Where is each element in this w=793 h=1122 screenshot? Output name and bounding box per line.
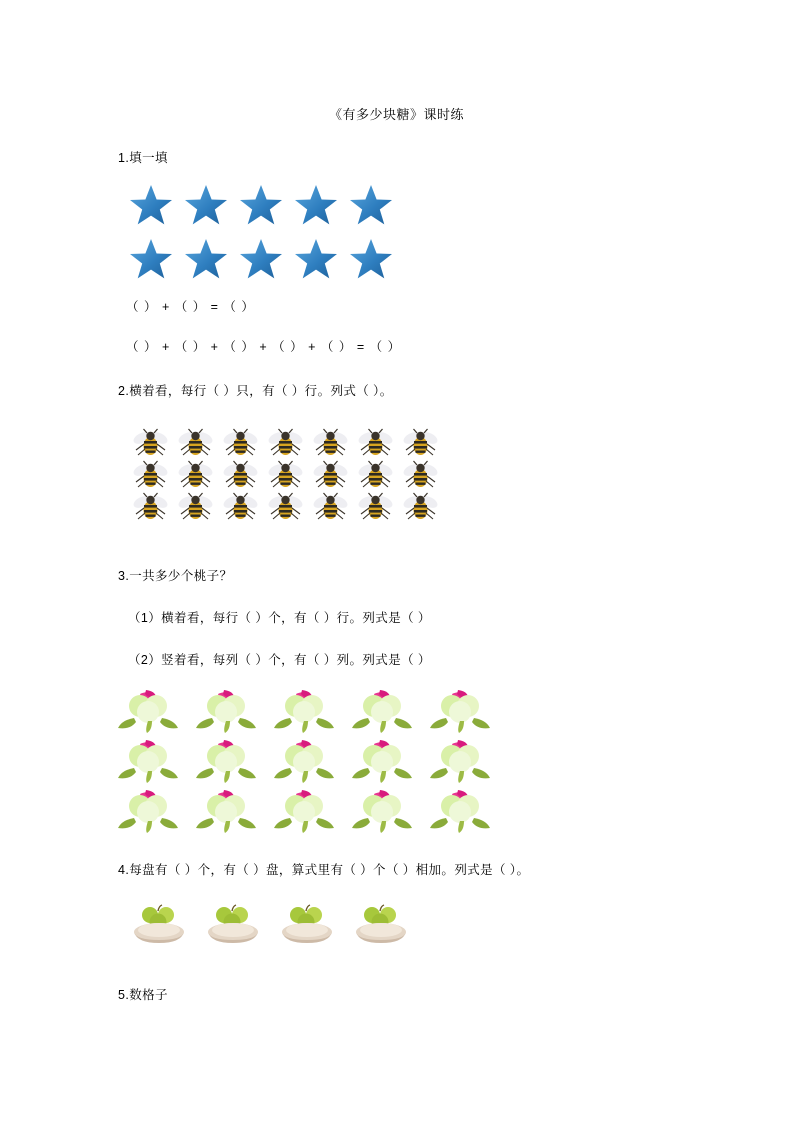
plate-row-inner bbox=[128, 898, 412, 946]
page-title: 《有多少块糖》课时练 bbox=[328, 107, 464, 122]
bee-icon bbox=[128, 428, 173, 459]
peach-grid bbox=[116, 688, 499, 838]
peach-icon bbox=[194, 738, 265, 786]
star-icon bbox=[183, 182, 229, 228]
peach-row bbox=[116, 688, 499, 736]
peach-icon bbox=[428, 738, 499, 786]
plate-of-apples-icon bbox=[350, 898, 412, 946]
bee-icon bbox=[398, 460, 443, 491]
peach-icon bbox=[350, 788, 421, 836]
peach-icon bbox=[194, 688, 265, 736]
bee-icon bbox=[128, 492, 173, 523]
question-1-blank-line-2: （ ） + （ ） + （ ） + （ ） + （ ） = （ ） bbox=[126, 340, 402, 354]
bee-icon bbox=[128, 460, 173, 491]
plate-of-apples-icon bbox=[276, 898, 338, 946]
star-row bbox=[128, 182, 408, 228]
bee-icon bbox=[308, 428, 353, 459]
bee-row bbox=[128, 492, 443, 523]
peach-icon bbox=[350, 688, 421, 736]
star-icon bbox=[238, 182, 284, 228]
bee-icon bbox=[353, 492, 398, 523]
peach-icon bbox=[428, 788, 499, 836]
question-3-text: 3.一共多少个桃子？ bbox=[118, 569, 233, 583]
star-grid bbox=[128, 182, 408, 290]
question-3-part-a-text: （1）横着看，每行（ ）个，有（ ）行。列式是（ ） bbox=[128, 611, 431, 625]
bee-icon bbox=[398, 428, 443, 459]
question-3-part-b-text: （2）竖着看，每列（ ）个，有（ ）列。列式是（ ） bbox=[128, 653, 431, 667]
star-row bbox=[128, 236, 408, 282]
star-icon bbox=[348, 236, 394, 282]
bee-icon bbox=[173, 428, 218, 459]
bee-icon bbox=[263, 428, 308, 459]
question-1-blank-line-1: （ ） + （ ） = （ ） bbox=[126, 300, 255, 314]
bee-grid bbox=[128, 428, 443, 524]
star-icon bbox=[128, 182, 174, 228]
bee-icon bbox=[263, 460, 308, 491]
peach-row bbox=[116, 788, 499, 836]
peach-row bbox=[116, 738, 499, 786]
peach-icon bbox=[116, 788, 187, 836]
star-icon bbox=[293, 236, 339, 282]
bee-icon bbox=[308, 460, 353, 491]
peach-icon bbox=[272, 788, 343, 836]
question-2-text: 2.横着看，每行（ ）只，有（ ）行。列式（ ）。 bbox=[118, 384, 393, 398]
star-icon bbox=[348, 182, 394, 228]
bee-icon bbox=[218, 492, 263, 523]
peach-icon bbox=[428, 688, 499, 736]
peach-icon bbox=[350, 738, 421, 786]
plate-row bbox=[128, 898, 412, 946]
bee-row bbox=[128, 460, 443, 491]
plate-of-apples-icon bbox=[128, 898, 190, 946]
bee-icon bbox=[308, 492, 353, 523]
question-1-text: 1.填一填 bbox=[118, 151, 168, 165]
star-icon bbox=[128, 236, 174, 282]
peach-icon bbox=[272, 688, 343, 736]
bee-icon bbox=[218, 428, 263, 459]
star-icon bbox=[238, 236, 284, 282]
bee-icon bbox=[263, 492, 308, 523]
peach-icon bbox=[194, 788, 265, 836]
bee-icon bbox=[353, 428, 398, 459]
peach-icon bbox=[116, 688, 187, 736]
peach-icon bbox=[116, 738, 187, 786]
star-icon bbox=[293, 182, 339, 228]
plate-of-apples-icon bbox=[202, 898, 264, 946]
star-icon bbox=[183, 236, 229, 282]
bee-icon bbox=[353, 460, 398, 491]
question-5-text: 5.数格子 bbox=[118, 988, 168, 1002]
bee-icon bbox=[398, 492, 443, 523]
bee-row bbox=[128, 428, 443, 459]
bee-icon bbox=[173, 460, 218, 491]
peach-icon bbox=[272, 738, 343, 786]
bee-icon bbox=[218, 460, 263, 491]
question-4-text: 4.每盘有（ ）个，有（ ）盘，算式里有（ ）个（ ）相加。列式是（ ）。 bbox=[118, 863, 530, 877]
bee-icon bbox=[173, 492, 218, 523]
